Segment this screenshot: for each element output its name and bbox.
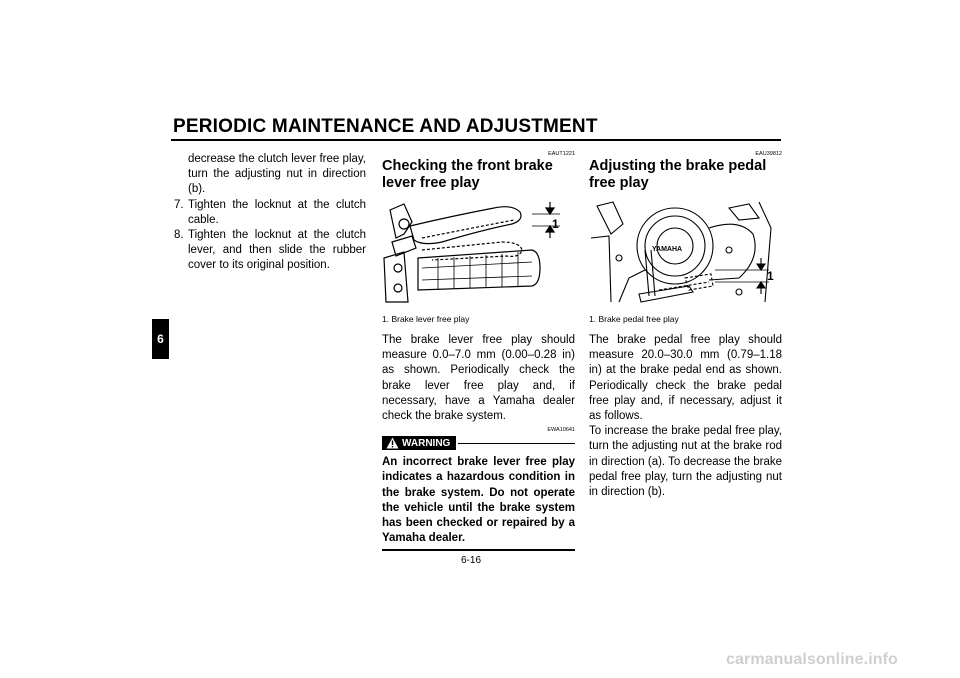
step-number: 8. bbox=[174, 229, 184, 242]
column-2 bbox=[382, 151, 575, 551]
warning-box bbox=[382, 426, 575, 551]
step-text: Tighten the locknut at the clutch lever, and then slide the rubber cover to its original position. bbox=[188, 229, 366, 272]
body-text: The brake pedal free play should measure 20.0–30.0 mm (0.79–1.18 in) at the brake pedal end as shown. Periodically check the brake pedal free play and, if necessary, adjust it as follows. bbox=[589, 334, 782, 423]
brake-lever-illustration bbox=[382, 198, 572, 306]
watermark: carmanualsonline.info bbox=[726, 651, 898, 668]
list-item bbox=[174, 228, 366, 274]
body-text: To increase the brake pedal free play, turn the adjusting nut at the brake rod in direction (a). To decrease the brake pedal free play, turn the adjusting nut in direction (b). bbox=[589, 425, 782, 499]
warning-rule bbox=[458, 443, 575, 444]
warning-label-text: WARNING bbox=[402, 437, 451, 449]
figure-caption: 1. Brake lever free play bbox=[382, 314, 470, 324]
warning-code: EWA10641 bbox=[547, 427, 575, 434]
brake-pedal-figure bbox=[589, 198, 779, 306]
column-1 bbox=[174, 152, 366, 274]
figure-caption: 1. Brake pedal free play bbox=[589, 314, 679, 324]
list-item bbox=[174, 198, 366, 228]
section-code: EAU39812 bbox=[755, 151, 782, 157]
yamaha-logo-text: YAMAHA bbox=[652, 246, 683, 253]
figure-callout: 1 bbox=[552, 217, 559, 231]
warning-triangle-icon bbox=[386, 437, 399, 449]
page-title: PERIODIC MAINTENANCE AND ADJUSTMENT bbox=[173, 116, 598, 137]
brake-lever-figure bbox=[382, 198, 572, 306]
warning-label bbox=[382, 436, 456, 450]
column-3 bbox=[589, 151, 782, 500]
page-number: 6-16 bbox=[461, 555, 482, 566]
figure-callout: 1 bbox=[767, 269, 774, 283]
step-number: 7. bbox=[174, 198, 184, 211]
body-text: The brake lever free play should measure 0.0–7.0 mm (0.00–0.28 in) as shown. Periodically check the brake lever free play and, if necessary, have a Yamaha dealer check the brake system. bbox=[382, 334, 575, 423]
warning-text: An incorrect brake lever free play indicates a hazardous condition in the brake system. Do not operate the vehicle until the brake system has been checked or repaired by a Yamaha dealer. bbox=[382, 456, 575, 545]
section-heading: Adjusting the brake pedal free play bbox=[589, 158, 767, 191]
section-heading: Checking the front brake lever free play bbox=[382, 158, 553, 191]
header-rule bbox=[171, 139, 781, 141]
section-code: EAUT1221 bbox=[548, 151, 575, 157]
warning-bottom-rule bbox=[382, 549, 575, 551]
continued-text: decrease the clutch lever free play, turn the adjusting nut in direction (b). bbox=[188, 153, 366, 196]
brake-pedal-illustration bbox=[589, 198, 779, 306]
warning-header bbox=[382, 434, 575, 452]
section-tab: 6 bbox=[152, 319, 169, 359]
step-text: Tighten the locknut at the clutch cable. bbox=[188, 198, 366, 226]
